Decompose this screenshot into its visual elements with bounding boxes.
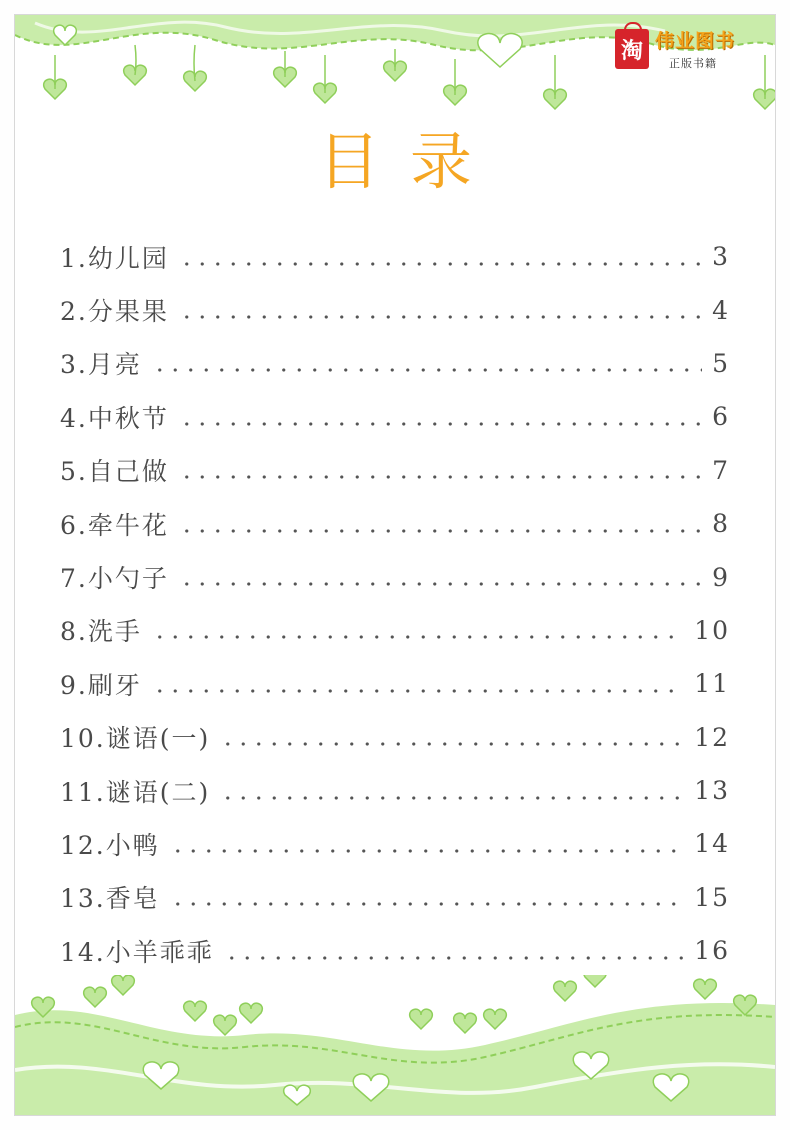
toc-entry-title: 4.中秋节	[60, 403, 169, 433]
toc-row	[60, 337, 730, 390]
dot-leader	[179, 582, 702, 586]
toc-entry-title: 10.谜语(一)	[60, 724, 211, 754]
table-of-contents	[60, 230, 730, 977]
toc-row	[60, 230, 730, 283]
toc-page-number: 16	[694, 936, 730, 966]
toc-row	[60, 817, 730, 870]
toc-entry-title: 7.小勺子	[60, 564, 169, 594]
logo-main-text: 伟业图书	[655, 30, 736, 52]
toc-entry-title: 9.刷牙	[60, 670, 142, 700]
dot-leader	[170, 849, 684, 853]
toc-row	[60, 390, 730, 443]
toc-page-number: 11	[694, 669, 730, 699]
toc-row	[60, 871, 730, 924]
dot-leader	[179, 475, 702, 479]
toc-entry-title: 1.幼儿园	[60, 243, 169, 273]
dot-leader	[179, 422, 702, 426]
dot-leader	[179, 262, 702, 266]
toc-entry-title: 5.自己做	[60, 457, 169, 487]
dot-leader	[152, 689, 684, 693]
dot-leader	[220, 742, 684, 746]
toc-page-number: 10	[694, 615, 730, 645]
toc-entry-title: 8.洗手	[60, 617, 142, 647]
toc-row	[60, 604, 730, 657]
toc-row	[60, 550, 730, 603]
toc-entry-title: 2.分果果	[60, 297, 169, 327]
toc-entry-title: 12.小鸭	[60, 830, 160, 860]
shopping-bag-icon: 淘	[615, 29, 649, 69]
bottom-vine-decoration	[15, 975, 775, 1115]
toc-row	[60, 283, 730, 336]
toc-page-number: 7	[712, 455, 730, 485]
toc-page-number: 14	[694, 829, 730, 859]
dot-leader	[179, 529, 702, 533]
toc-row	[60, 764, 730, 817]
toc-entry-title: 13.香皂	[60, 884, 160, 914]
toc-row	[60, 657, 730, 710]
publisher-logo	[615, 29, 765, 85]
dot-leader	[152, 635, 684, 639]
toc-row	[60, 444, 730, 497]
toc-page-number: 9	[712, 562, 730, 592]
toc-page-number: 12	[694, 722, 730, 752]
toc-page-number: 13	[694, 776, 730, 806]
toc-entry-title: 6.牵牛花	[60, 510, 169, 540]
logo-sub-text: 正版书籍	[669, 57, 717, 70]
toc-row	[60, 924, 730, 977]
logo-text	[655, 29, 735, 71]
toc-entry-title: 14.小羊乖乖	[60, 937, 214, 967]
dot-leader	[179, 315, 702, 319]
dot-leader	[170, 902, 684, 906]
toc-row	[60, 711, 730, 764]
toc-page-number: 15	[694, 882, 730, 912]
toc-page-number: 3	[712, 242, 730, 272]
toc-page-number: 5	[712, 348, 730, 378]
page-title: 目录	[317, 125, 502, 198]
dot-leader	[152, 368, 702, 372]
toc-page-number: 4	[712, 295, 730, 325]
toc-entry-title: 3.月亮	[60, 350, 142, 380]
toc-page-number: 8	[712, 509, 730, 539]
toc-page-number: 6	[712, 402, 730, 432]
dot-leader	[220, 796, 684, 800]
toc-entry-title: 11.谜语(二)	[60, 777, 211, 807]
dot-leader	[224, 956, 684, 960]
toc-row	[60, 497, 730, 550]
